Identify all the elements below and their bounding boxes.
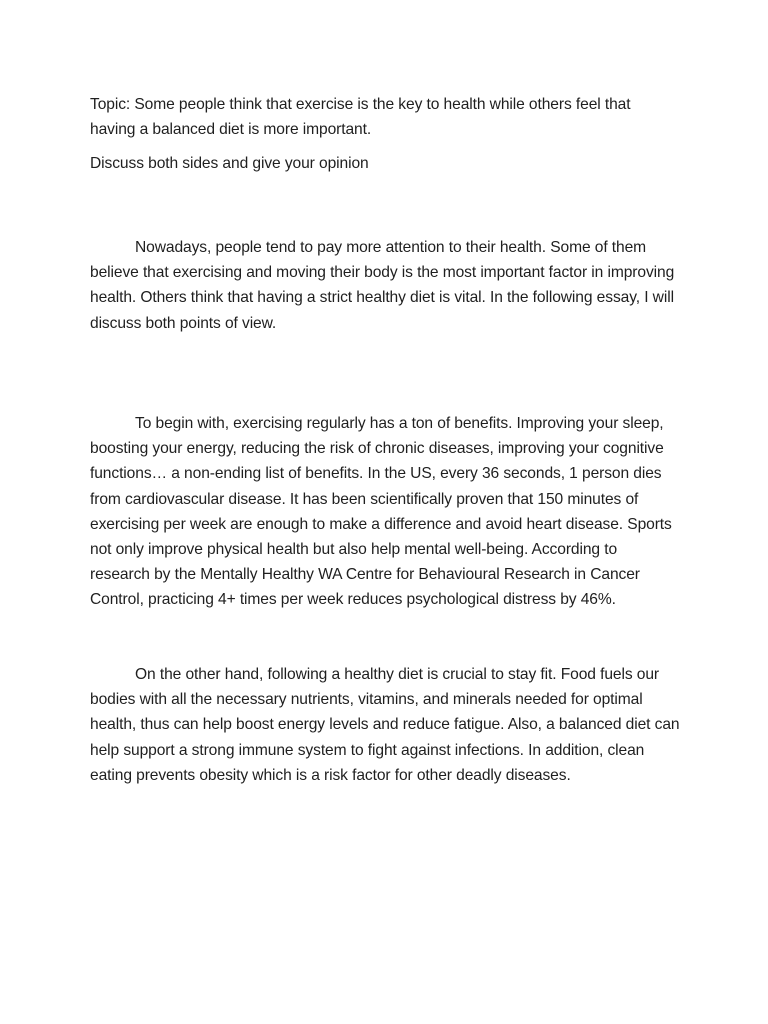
paragraph-introduction: Nowadays, people tend to pay more attention to their health. Some of them believe that exercising and moving their body is the most important factor in improving health. Others think that having a strict healthy diet is vital. In the following essay, I will discuss both points of view.	[90, 239, 675, 332]
essay-topic: Topic: Some people think that exercise is the key to health while others feel that having a balanced diet is more important.	[90, 96, 631, 139]
essay-instruction: Discuss both sides and give your opinion	[90, 155, 369, 172]
paragraph-healthy-diet: On the other hand, following a healthy diet is crucial to stay fit. Food fuels our bodies with all the necessary nutrients, vitamins, and minerals needed for optimal health, thus can help boost energy levels and reduce fatigue. Also, a balanced diet can help support a strong immune system to fight against infections. In addition, clean eating prevents obesity which is a risk factor for other deadly diseases.	[90, 666, 680, 784]
paragraph-exercise-benefits: To begin with, exercising regularly has a ton of benefits. Improving your sleep, boosting your energy, reducing the risk of chronic diseases, improving your cognitive functions… a non-ending list of benefits. In the US, every 36 seconds, 1 person dies from cardiovascular disease. It has been scientifically proven that 150 minutes of exercising per week are enough to make a difference and avoid heart disease. Sports not only improve physical health but also help mental well-being. According to research by the Mentally Healthy WA Centre for Behavioural Research in Cancer Control, practicing 4+ times per week reduces psychological distress by 46%.	[90, 415, 672, 609]
